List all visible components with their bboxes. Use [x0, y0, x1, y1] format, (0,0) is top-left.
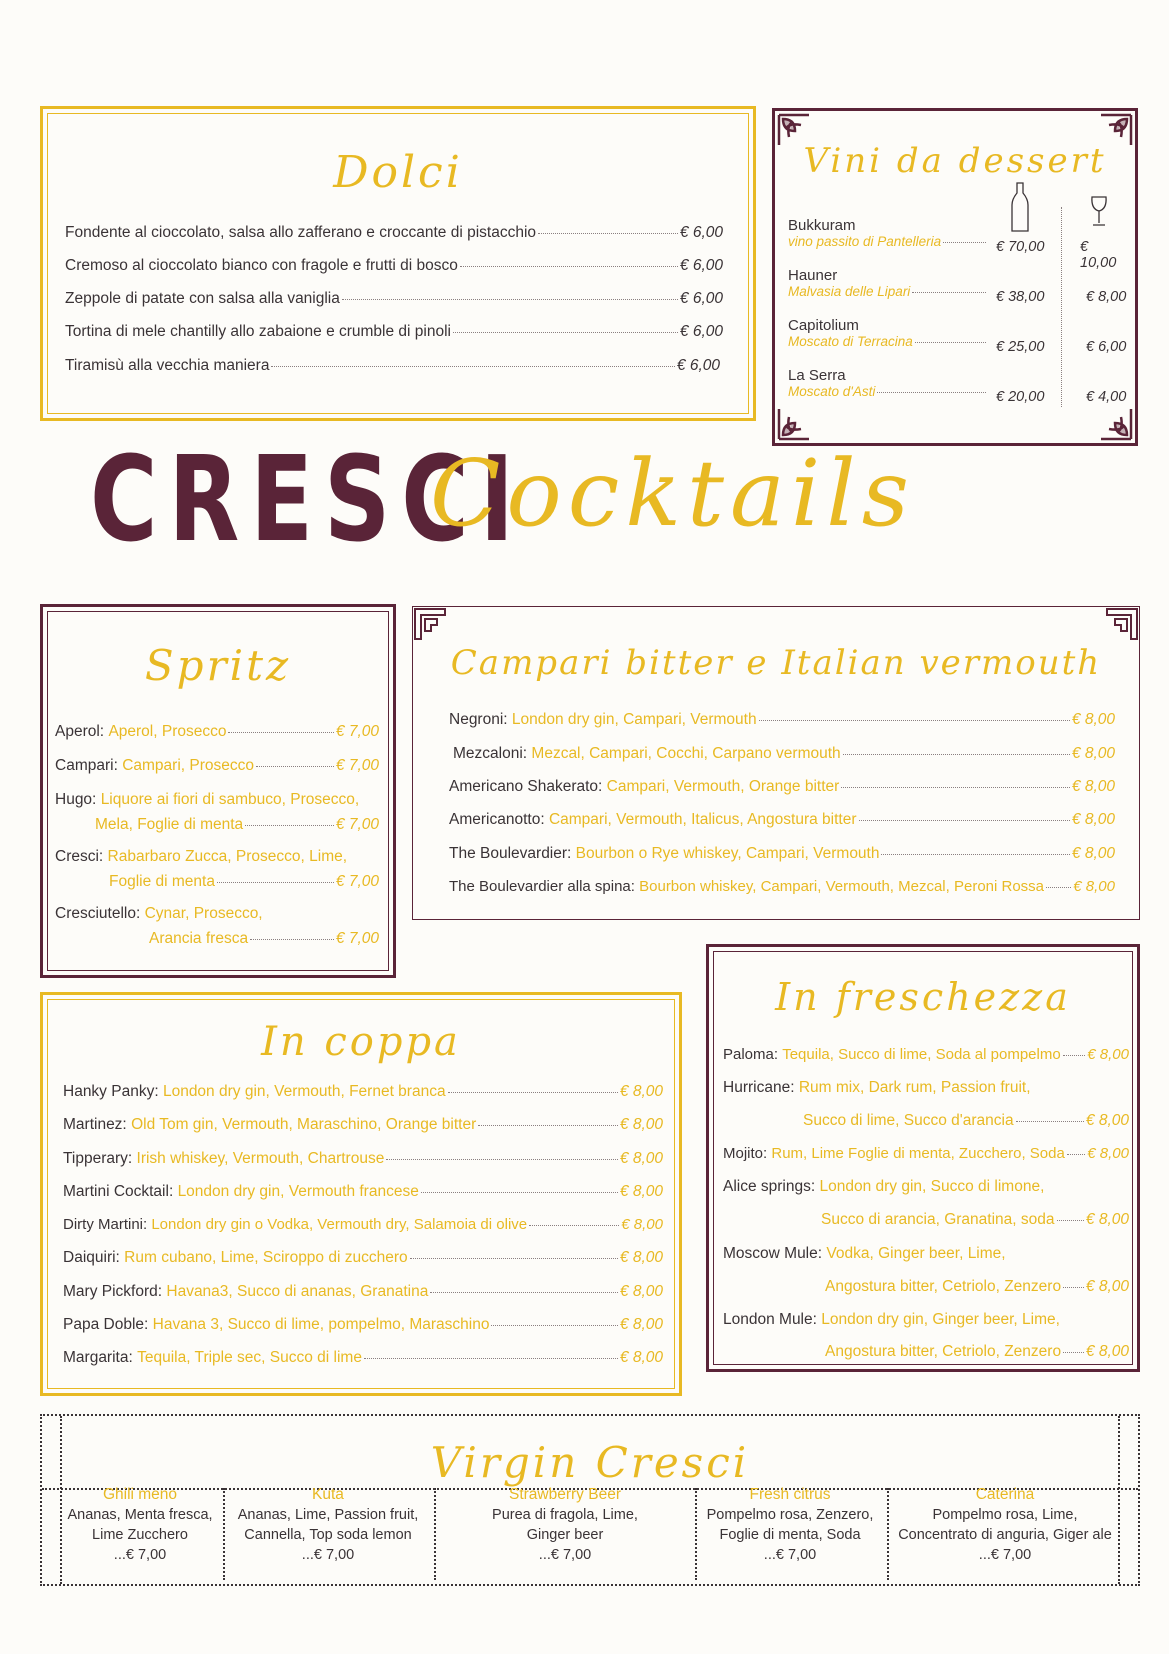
vino-item: [788, 267, 1128, 305]
coppa-item-name: Hanky Panky:: [63, 1083, 159, 1100]
campari-item: [453, 745, 1115, 763]
virgin-separator: [695, 1488, 697, 1580]
campari-item: [449, 845, 1115, 863]
campari-item: [449, 778, 1115, 796]
freschezza-item-price: € 8,00: [1085, 1211, 1129, 1228]
campari-item-desc: Bourbon o Rye whiskey, Campari, Vermouth: [575, 845, 880, 862]
coppa-item-name: Tipperary:: [63, 1150, 133, 1167]
freschezza-title: In freschezza: [775, 975, 1071, 1019]
dolci-item: [65, 323, 723, 341]
freschezza-panel: [706, 944, 1140, 1372]
ornament-corner-icon: [413, 607, 447, 641]
dolci-item-price: € 6,00: [676, 357, 720, 374]
virgin-item-line1: Ananas, Lime, Passion fruit,: [237, 1507, 419, 1523]
virgin-item-line2: Foglie di menta, Soda: [719, 1527, 861, 1543]
coppa-item-price: € 8,00: [619, 1283, 663, 1300]
freschezza-item-cont: [821, 1211, 1129, 1229]
virgin-separator: [434, 1488, 436, 1580]
coppa-title: In coppa: [261, 1019, 461, 1065]
coppa-item-price: € 8,00: [619, 1249, 663, 1266]
vino-item: [788, 367, 1128, 405]
freschezza-item: [723, 1311, 1129, 1329]
spritz-item-desc: Aperol, Prosecco: [108, 723, 227, 740]
coppa-item-name: Mary Pickford:: [63, 1283, 163, 1300]
spritz-item: [55, 905, 379, 923]
freschezza-item-desc2: Succo di lime, Succo d'arancia: [803, 1112, 1014, 1129]
coppa-item-desc: Irish whiskey, Vermouth, Chartrouse: [136, 1150, 385, 1167]
freschezza-item-price: € 8,00: [1087, 1145, 1129, 1162]
coppa-item-price: € 8,00: [619, 1083, 663, 1100]
coppa-item: [63, 1150, 663, 1168]
spritz-item-desc: Campari, Prosecco: [122, 757, 254, 774]
dolci-item-name: Zeppole di patate con salsa alla vaniglia: [65, 290, 340, 307]
spritz-item-name: Cresci:: [55, 848, 104, 865]
vino-desc: vino passito di Pantelleria: [788, 234, 942, 249]
spritz-item: [55, 791, 379, 809]
vino-bottle-price: € 70,00: [996, 239, 1045, 255]
coppa-item-price: € 8,00: [619, 1183, 663, 1200]
dolci-panel: [40, 106, 756, 421]
ornament-corner-icon: [1099, 407, 1133, 441]
virgin-separator: [887, 1488, 889, 1580]
vino-item: [788, 317, 1128, 355]
vino-glass-price: € 10,00: [1080, 239, 1117, 271]
virgin-item-line1: Pompelmo rosa, Zenzero,: [706, 1507, 874, 1523]
coppa-item-price: € 8,00: [619, 1116, 663, 1133]
spritz-item-price: € 7,00: [335, 873, 379, 890]
campari-item-price: € 8,00: [1071, 811, 1115, 828]
freschezza-item-name: Mojito:: [723, 1145, 768, 1162]
freschezza-item: [723, 1079, 1129, 1097]
coppa-item-desc: Old Tom gin, Vermouth, Maraschino, Orange bitter: [131, 1116, 477, 1133]
virgin-item-line2: Cannella, Top soda lemon: [244, 1527, 412, 1543]
campari-item-price: € 8,00: [1071, 778, 1115, 795]
freschezza-item-cont: [825, 1343, 1129, 1361]
spritz-item-name: Cresciutello:: [55, 905, 141, 922]
dolci-item: [65, 290, 723, 308]
virgin-item-line2: Concentrato di anguria, Giger ale: [898, 1527, 1112, 1543]
spritz-item-cont: [149, 930, 379, 948]
virgin-separator: [223, 1488, 225, 1580]
campari-item-name: The Boulevardier:: [449, 845, 572, 862]
freschezza-item-cont: [825, 1278, 1129, 1296]
campari-item-name: Mezcaloni:: [453, 745, 528, 762]
campari-item-price: € 8,00: [1071, 745, 1115, 762]
coppa-item: [63, 1316, 663, 1334]
campari-item-name: The Boulevardier alla spina:: [449, 878, 635, 895]
campari-item-price: € 8,00: [1071, 845, 1115, 862]
freschezza-item-desc: Vodka, Ginger beer, Lime,: [826, 1245, 1006, 1262]
coppa-item-price: € 8,00: [619, 1349, 663, 1366]
coppa-item-name: Martinez:: [63, 1116, 127, 1133]
virgin-item-name: Caterina: [975, 1486, 1035, 1503]
dolci-item-name: Cremoso al cioccolato bianco con fragole e frutti di bosco: [65, 257, 458, 274]
freschezza-item-desc: Tequila, Succo di lime, Soda al pompelmo: [782, 1046, 1061, 1063]
coppa-item-name: Margarita:: [63, 1349, 133, 1366]
coppa-item-name: Daiquiri:: [63, 1249, 120, 1266]
coppa-item-desc: Rum cubano, Lime, Sciroppo di zucchero: [124, 1249, 408, 1266]
campari-item-desc: Bourbon whiskey, Campari, Vermouth, Mezcal, Peroni Rossa: [639, 878, 1045, 895]
virgin-item-line1: Purea di fragola, Lime,: [492, 1507, 638, 1523]
vino-name: La Serra: [788, 367, 846, 384]
coppa-item: [63, 1249, 663, 1267]
spritz-item-desc2: Foglie di menta: [109, 873, 215, 890]
vino-desc: Moscato d'Asti: [788, 384, 876, 399]
spritz-item-cont: [109, 873, 379, 891]
coppa-item-desc: London dry gin, Vermouth francese: [177, 1183, 419, 1200]
coppa-item: [63, 1083, 663, 1101]
ornament-corner-icon: [1105, 607, 1139, 641]
spritz-item-price: € 7,00: [335, 930, 379, 947]
campari-title: Campari bitter e Italian vermouth: [450, 643, 1102, 683]
virgin-item: [890, 1485, 1120, 1581]
virgin-item: [60, 1485, 220, 1581]
campari-item-name: Americanotto:: [449, 811, 545, 828]
campari-item-name: Negroni:: [449, 711, 508, 728]
coppa-item-desc: Havana 3, Succo di lime, pompelmo, Maraschino: [152, 1316, 490, 1333]
coppa-item-desc: Tequila, Triple sec, Succo di lime: [137, 1349, 362, 1366]
vino-glass-price: € 8,00: [1086, 289, 1127, 305]
spritz-item: [55, 848, 379, 866]
virgin-item-price: ...€ 7,00: [113, 1547, 167, 1563]
freschezza-item: [723, 1245, 1129, 1263]
freschezza-item-desc: London dry gin, Ginger beer, Lime,: [821, 1311, 1060, 1328]
dolci-item: [65, 357, 720, 375]
virgin-item-line2: Lime Zucchero: [92, 1527, 188, 1543]
virgin-item-line1: Ananas, Menta fresca,: [67, 1507, 213, 1523]
vino-name: Bukkuram: [788, 217, 856, 234]
coppa-item: [63, 1183, 663, 1201]
brand-cresci: CRESCI: [90, 430, 525, 568]
spritz-item-desc: Rabarbaro Zucca, Prosecco, Lime,: [107, 848, 348, 865]
coppa-item-desc: London dry gin o Vodka, Vermouth dry, Salamoia di olive: [151, 1216, 528, 1233]
campari-item-desc: Mezcal, Campari, Cocchi, Carpano vermouth: [531, 745, 841, 762]
spritz-item-desc: Cynar, Prosecco,: [144, 905, 263, 922]
freschezza-item-desc2: Angostura bitter, Cetriolo, Zenzero: [825, 1343, 1062, 1360]
vino-glass-price: € 4,00: [1086, 389, 1127, 405]
freschezza-item-price: € 8,00: [1085, 1112, 1129, 1129]
campari-item-desc: Campari, Vermouth, Orange bitter: [606, 778, 840, 795]
spritz-item-desc: Liquore ai fiori di sambuco, Prosecco,: [100, 791, 360, 808]
spritz-item: [55, 757, 379, 775]
freschezza-item: [723, 1046, 1129, 1063]
freschezza-item-desc: Rum, Lime Foglie di menta, Zucchero, Soda: [771, 1145, 1065, 1162]
vino-bottle-price: € 20,00: [996, 389, 1045, 405]
vino-bottle-price: € 38,00: [996, 289, 1045, 305]
freschezza-item-desc: London dry gin, Succo di limone,: [819, 1178, 1045, 1195]
vino-bottle-price: € 25,00: [996, 339, 1045, 355]
freschezza-item-name: Alice springs:: [723, 1178, 816, 1195]
virgin-item: [228, 1485, 428, 1581]
dolci-item-price: € 6,00: [679, 323, 723, 340]
freschezza-item-desc2: Angostura bitter, Cetriolo, Zenzero: [825, 1278, 1062, 1295]
vino-name: Hauner: [788, 267, 838, 284]
dolci-item-price: € 6,00: [679, 224, 723, 241]
spritz-item-name: Campari:: [55, 757, 118, 774]
spritz-title: Spritz: [144, 641, 292, 690]
freschezza-item-price: € 8,00: [1085, 1278, 1129, 1295]
campari-item-desc: London dry gin, Campari, Vermouth: [511, 711, 757, 728]
coppa-item-name: Martini Cocktail:: [63, 1183, 174, 1200]
virgin-item-price: ...€ 7,00: [763, 1547, 817, 1563]
virgin-item: [700, 1485, 880, 1581]
coppa-panel: [40, 992, 682, 1396]
virgin-item: [440, 1485, 690, 1581]
spritz-item-name: Aperol:: [55, 723, 105, 740]
freschezza-item-desc2: Succo di arancia, Granatina, soda: [821, 1211, 1055, 1228]
dolci-item: [65, 257, 723, 275]
spritz-item-price: € 7,00: [335, 816, 379, 833]
virgin-item-name: Kuta: [312, 1486, 344, 1503]
freschezza-item-name: Paloma:: [723, 1046, 779, 1063]
freschezza-item-cont: [803, 1112, 1129, 1130]
coppa-item: [63, 1283, 663, 1301]
virgin-item-price: ...€ 7,00: [301, 1547, 355, 1563]
coppa-item-desc: Havana3, Succo di ananas, Granatina: [166, 1283, 429, 1300]
freschezza-item-name: Moscow Mule:: [723, 1245, 823, 1262]
virgin-item-line1: Pompelmo rosa, Lime,: [932, 1507, 1078, 1523]
freschezza-item-desc: Rum mix, Dark rum, Passion fruit,: [798, 1079, 1031, 1096]
coppa-item-name: Dirty Martini:: [63, 1216, 148, 1233]
freschezza-item-name: Hurricane:: [723, 1079, 795, 1096]
ornament-corner-icon: [777, 407, 811, 441]
freschezza-item-name: London Mule:: [723, 1311, 817, 1328]
coppa-item: [63, 1116, 663, 1134]
coppa-item-price: € 8,00: [619, 1316, 663, 1333]
vino-name: Capitolium: [788, 317, 859, 334]
vini-title: Vini da dessert: [803, 141, 1107, 181]
vino-desc: Malvasia delle Lipari: [788, 284, 911, 299]
coppa-item-price: € 8,00: [621, 1216, 663, 1233]
dolci-item: [65, 224, 723, 242]
vino-glass-price: € 6,00: [1086, 339, 1127, 355]
campari-item-desc: Campari, Vermouth, Italicus, Angostura bitter: [548, 811, 857, 828]
spritz-item-name: Hugo:: [55, 791, 97, 808]
dolci-title: Dolci: [333, 147, 463, 198]
coppa-item: [63, 1216, 663, 1233]
spritz-item-price: € 7,00: [335, 757, 379, 774]
spritz-item-cont: [95, 816, 379, 834]
freschezza-item-price: € 8,00: [1087, 1046, 1129, 1063]
freschezza-item: [723, 1178, 1129, 1196]
coppa-item-desc: London dry gin, Vermouth, Fernet branca: [162, 1083, 446, 1100]
vino-desc: Moscato di Terracina: [788, 334, 913, 349]
virgin-item-price: ...€ 7,00: [978, 1547, 1032, 1563]
vini-panel: [772, 108, 1138, 446]
campari-item: [449, 811, 1115, 829]
virgin-item-price: ...€ 7,00: [538, 1547, 592, 1563]
dolci-item-name: Fondente al cioccolato, salsa allo zafferano e croccante di pistacchio: [65, 224, 537, 241]
coppa-item-price: € 8,00: [619, 1150, 663, 1167]
virgin-title: Virgin Cresci: [430, 1438, 750, 1487]
freschezza-item: [723, 1145, 1129, 1162]
dolci-item-price: € 6,00: [679, 257, 723, 274]
campari-panel: [412, 606, 1140, 920]
spritz-panel: [40, 604, 396, 978]
vino-item: [788, 217, 1128, 271]
spritz-item-desc2: Mela, Foglie di menta: [95, 816, 244, 833]
virgin-item-line2: Ginger beer: [526, 1527, 604, 1543]
spritz-item: [55, 723, 379, 741]
campari-item-price: € 8,00: [1073, 878, 1115, 895]
spritz-item-desc2: Arancia fresca: [149, 930, 249, 947]
campari-item: [449, 878, 1115, 895]
dolci-item-name: Tiramisù alla vecchia maniera: [65, 357, 270, 374]
brand-cocktails: Cocktails: [430, 440, 915, 547]
campari-item-price: € 8,00: [1071, 711, 1115, 728]
campari-item: [449, 711, 1115, 729]
virgin-item-name: Ghili meno: [102, 1486, 178, 1503]
virgin-item-name: Strawberry Beer: [509, 1486, 621, 1503]
spritz-item-price: € 7,00: [335, 723, 379, 740]
virgin-item-name: Fresh citrus: [749, 1486, 831, 1503]
dolci-item-price: € 6,00: [679, 290, 723, 307]
coppa-item: [63, 1349, 663, 1367]
coppa-item-name: Papa Doble:: [63, 1316, 149, 1333]
campari-item-name: Americano Shakerato:: [449, 778, 603, 795]
dolci-item-name: Tortina di mele chantilly allo zabaione e crumble di pinoli: [65, 323, 451, 340]
freschezza-item-price: € 8,00: [1085, 1343, 1129, 1360]
